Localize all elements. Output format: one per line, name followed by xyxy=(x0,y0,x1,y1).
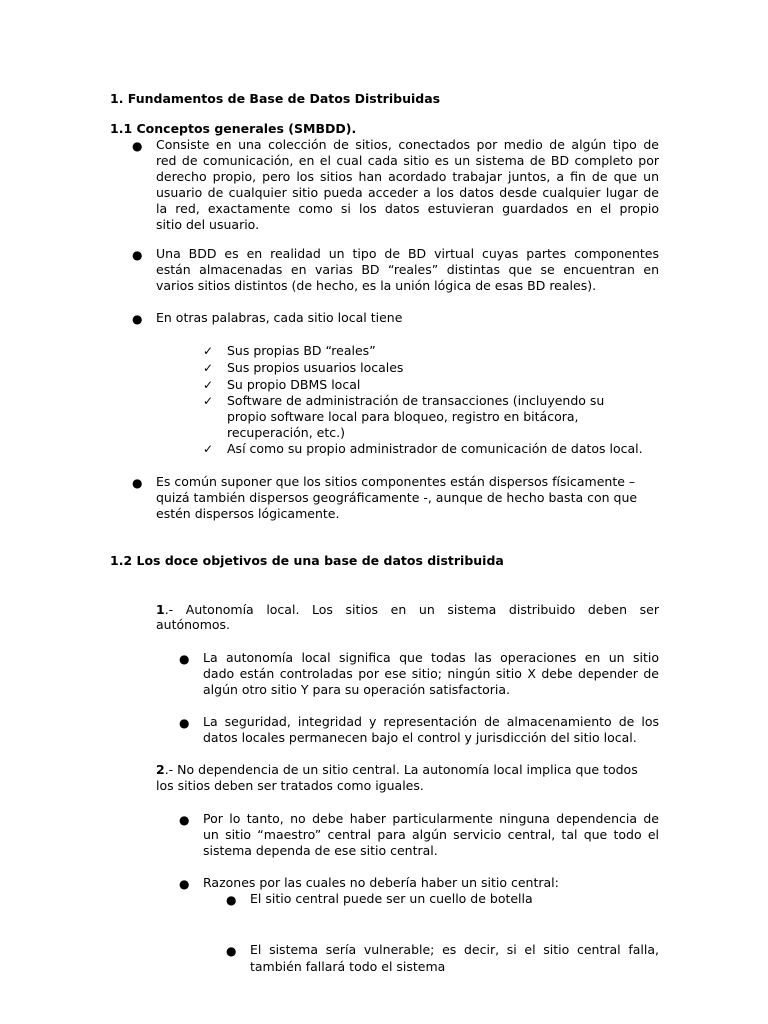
text-line: quizá también dispersos geográficamente -, aunque de hecho basta con que xyxy=(156,490,638,505)
text-line: autónomos. xyxy=(156,617,231,632)
text-line: algún otro sitio Y para su operación satisfactoria. xyxy=(203,682,511,697)
bullet-dot: ● xyxy=(132,312,143,326)
text-line: también fallará todo el sistema xyxy=(250,959,446,974)
text-line: varios sitios distintos (de hecho, es la unión lógica de esas BD reales). xyxy=(156,278,597,293)
text-line: 1.- Autonomía local. Los sitios en un sistema distribuido deben ser xyxy=(156,602,659,617)
check-item: Así como su propio administrador de comunicación de datos local. xyxy=(227,441,643,456)
text-line: estén dispersos lógicamente. xyxy=(156,506,340,521)
bullet-dot: ● xyxy=(226,893,237,907)
bullet-dot: ● xyxy=(179,877,190,891)
bullet-dot: ● xyxy=(132,248,143,262)
text-line: la red, exactamente como si los datos estuvieran guardados en el propio xyxy=(156,201,659,216)
paragraph-reasons: Razones por las cuales no debería haber un sitio central: xyxy=(203,875,559,890)
objective-number: 1 xyxy=(156,602,165,617)
text-line: La autonomía local significa que todas las operaciones en un sitio xyxy=(203,650,659,665)
check-icon: ✓ xyxy=(203,344,214,358)
text-line: datos locales permanecen bajo el control y jurisdicción del sitio local. xyxy=(203,730,637,745)
check-item-continuation: propio software local para bloqueo, registro en bitácora, xyxy=(227,409,579,424)
text-line: 2.- No dependencia de un sitio central. La autonomía local implica que todos xyxy=(156,762,638,777)
text-line: red de comunicación, en el cual cada sitio es un sistema de BD completo por xyxy=(156,153,659,168)
text-line: Consiste en una colección de sitios, conectados por medio de algún tipo de xyxy=(156,137,659,152)
subsection-heading-1-1: 1.1 Conceptos generales (SMBDD). xyxy=(110,121,357,136)
subsection-heading-1-2: 1.2 Los doce objetivos de una base de datos distribuida xyxy=(110,553,504,568)
check-item: Su propio DBMS local xyxy=(227,377,361,392)
check-icon: ✓ xyxy=(203,394,214,408)
text-line: sitio del usuario. xyxy=(156,217,260,232)
bullet-dot: ● xyxy=(132,139,143,153)
text-line: Es común suponer que los sitios componentes están dispersos físicamente – xyxy=(156,474,636,489)
text-line: La seguridad, integridad y representación de almacenamiento de los xyxy=(203,714,659,729)
check-icon: ✓ xyxy=(203,378,214,392)
bullet-dot: ● xyxy=(179,716,190,730)
objective-number: 2 xyxy=(156,762,165,777)
text-line: un sitio “maestro” central para algún servicio central, tal que todo el xyxy=(203,827,659,842)
text-line: Una BDD es en realidad un tipo de BD virtual cuyas partes componentes xyxy=(156,246,659,261)
text-line: Por lo tanto, no debe haber particularmente ninguna dependencia de xyxy=(203,811,659,826)
text-line: están almacenadas en varias BD “reales” distintas que se encuentran en xyxy=(156,262,659,277)
text-line: dado están controladas por ese sitio; ningún sitio X debe depender de xyxy=(203,666,659,681)
text-line: El sistema sería vulnerable; es decir, si el sitio central falla, xyxy=(250,942,659,957)
section-heading-1: 1. Fundamentos de Base de Datos Distribuidas xyxy=(110,91,441,106)
bullet-dot: ● xyxy=(132,476,143,490)
sub-bullet-bottleneck: El sitio central puede ser un cuello de botella xyxy=(250,891,533,906)
text-line: derecho propio, pero los sitios han acordado trabajar juntos, a fin de que un xyxy=(156,169,659,184)
check-item: Software de administración de transacciones (incluyendo su xyxy=(227,393,605,408)
bullet-dot: ● xyxy=(179,813,190,827)
check-icon: ✓ xyxy=(203,361,214,375)
text-line: sistema dependa de ese sitio central. xyxy=(203,843,438,858)
bullet-dot: ● xyxy=(179,652,190,666)
text-line: usuario de cualquier sitio pueda acceder a los datos desde cualquier lugar de xyxy=(156,185,659,200)
check-icon: ✓ xyxy=(203,442,214,456)
check-item-continuation: recuperación, etc.) xyxy=(227,425,345,440)
check-item: Sus propias BD “reales” xyxy=(227,343,376,358)
check-item: Sus propios usuarios locales xyxy=(227,360,404,375)
bullet-dot: ● xyxy=(226,944,237,958)
paragraph-local-site: En otras palabras, cada sitio local tiene xyxy=(156,310,403,325)
text-line: los sitios deben ser tratados como iguales. xyxy=(156,778,424,793)
